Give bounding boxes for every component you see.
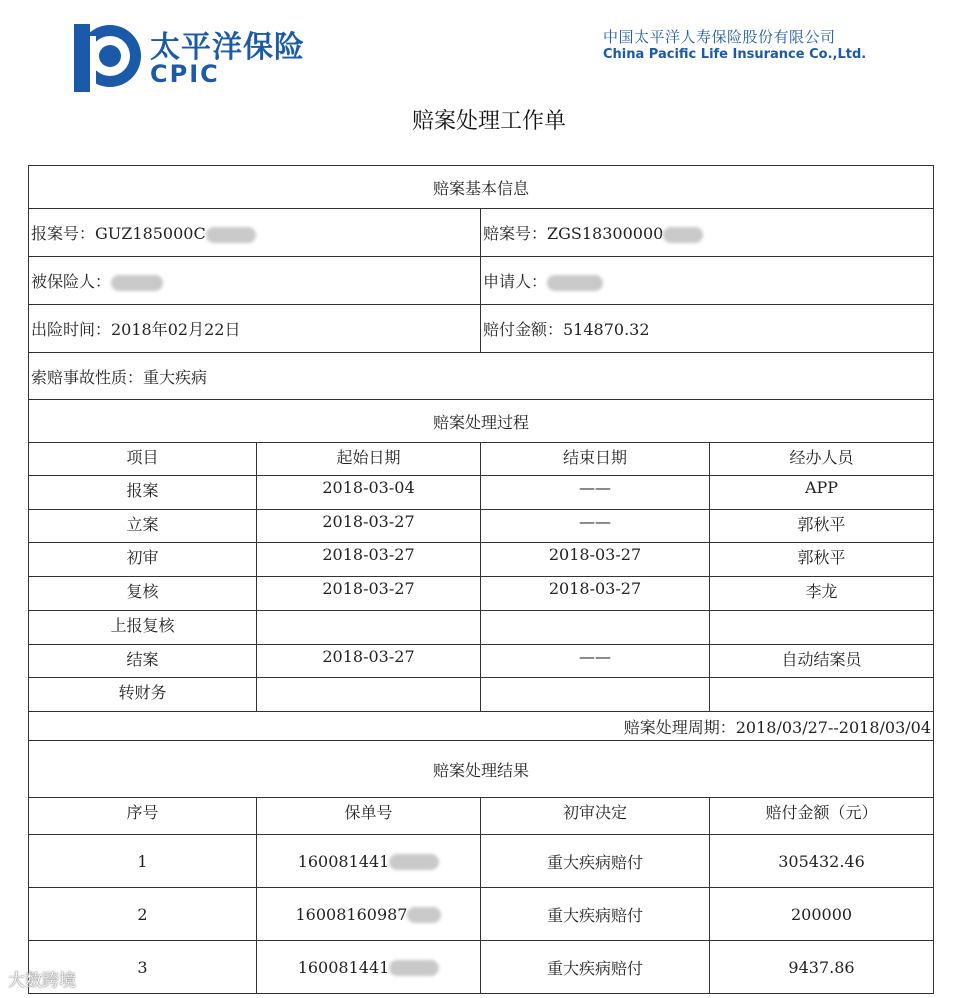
redaction-mark: [389, 960, 439, 976]
redaction-mark: [547, 275, 603, 291]
processing-cycle: 赔案处理周期：2018/03/27--2018/03/04: [29, 712, 934, 741]
result-header-decision: 初审决定: [481, 798, 710, 835]
insured-label: 被保险人：: [31, 272, 112, 291]
process-handler: 郭秋平: [710, 543, 934, 577]
payout-amount: 赔付金额：514870.32: [481, 305, 934, 353]
process-start-date: 2018-03-27: [257, 543, 481, 577]
process-end-date: ——: [481, 645, 710, 678]
process-heading: 赔案处理过程: [29, 400, 934, 443]
result-decision: 重大疾病赔付: [481, 835, 710, 888]
cpic-logo-icon: [74, 22, 144, 92]
result-index: 3: [29, 941, 257, 994]
claim-worksheet-table: [28, 165, 934, 994]
process-header-item: 项目: [29, 443, 257, 476]
process-item: 转财务: [29, 678, 257, 712]
brand-name-en: CPIC: [150, 60, 220, 88]
table-row: [29, 577, 934, 611]
report-number-cell: [29, 209, 481, 257]
process-handler: 李龙: [710, 577, 934, 611]
result-policy-cell: [257, 941, 481, 994]
result-amount: 9437.86: [710, 941, 934, 994]
process-end-date: 2018-03-27: [481, 543, 710, 577]
table-row: [29, 543, 934, 577]
document-title: 赔案处理工作单: [411, 109, 566, 134]
brand-name-cn: 太平洋保险: [150, 30, 305, 65]
process-header-end: 结束日期: [481, 443, 710, 476]
table-row: [29, 611, 934, 645]
incident-time: 出险时间：2018年02月22日: [29, 305, 481, 353]
process-handler: 自动结案员: [710, 645, 934, 678]
process-handler: [710, 678, 934, 712]
redaction-mark: [206, 227, 256, 243]
process-item: 结案: [29, 645, 257, 678]
claim-number-cell: [481, 209, 934, 257]
report-number: 报案号：GUZ185000C: [31, 224, 206, 243]
applicant-label: 申请人：: [483, 272, 548, 291]
process-item: 报案: [29, 476, 257, 510]
result-amount: 305432.46: [710, 835, 934, 888]
result-policy-cell: [257, 835, 481, 888]
table-row: [29, 888, 934, 941]
process-header-start: 起始日期: [257, 443, 481, 476]
company-name-cn: 中国太平洋人寿保险股份有限公司: [603, 28, 836, 46]
process-end-date: ——: [481, 510, 710, 543]
claim-number: 赔案号：ZGS18300000: [483, 224, 664, 243]
result-index: 1: [29, 835, 257, 888]
company-name-en: China Pacific Life Insurance Co.,Ltd.: [603, 47, 867, 62]
table-row: [29, 476, 934, 510]
result-policy-number: 160081441: [297, 851, 390, 871]
process-start-date: 2018-03-27: [257, 510, 481, 543]
process-item: 立案: [29, 510, 257, 543]
result-policy-number: 160081441: [297, 957, 390, 977]
result-policy-cell: [257, 888, 481, 941]
result-decision: 重大疾病赔付: [481, 941, 710, 994]
process-end-date: ——: [481, 476, 710, 510]
process-start-date: [257, 678, 481, 712]
process-start-date: [257, 611, 481, 645]
process-item: 上报复核: [29, 611, 257, 645]
table-row: [29, 835, 934, 888]
result-header-amount: 赔付金额（元）: [710, 798, 934, 835]
redaction-mark: [389, 854, 439, 870]
watermark: 大数跨境: [8, 971, 76, 991]
process-end-date: [481, 611, 710, 645]
process-header-handler: 经办人员: [710, 443, 934, 476]
result-heading: 赔案处理结果: [29, 741, 934, 798]
process-item: 复核: [29, 577, 257, 611]
result-index: 2: [29, 888, 257, 941]
process-handler: APP: [710, 476, 934, 510]
applicant-cell: [481, 257, 934, 305]
process-end-date: [481, 678, 710, 712]
process-start-date: 2018-03-27: [257, 577, 481, 611]
table-row: [29, 510, 934, 543]
process-item: 初审: [29, 543, 257, 577]
insured-cell: [29, 257, 481, 305]
process-handler: [710, 611, 934, 645]
redaction-mark: [663, 227, 703, 243]
result-decision: 重大疾病赔付: [481, 888, 710, 941]
redaction-mark: [407, 907, 441, 923]
process-end-date: 2018-03-27: [481, 577, 710, 611]
redaction-mark: [111, 275, 163, 291]
table-row: [29, 678, 934, 712]
result-policy-number: 16008160987: [295, 904, 408, 924]
process-handler: 郭秋平: [710, 510, 934, 543]
result-amount: 200000: [710, 888, 934, 941]
result-header-index: 序号: [29, 798, 257, 835]
table-row: [29, 645, 934, 678]
process-start-date: 2018-03-04: [257, 476, 481, 510]
table-row: [29, 941, 934, 994]
claim-nature: 索赔事故性质：重大疾病: [29, 353, 934, 400]
process-start-date: 2018-03-27: [257, 645, 481, 678]
result-header-policy: 保单号: [257, 798, 481, 835]
basic-info-heading: 赔案基本信息: [29, 166, 934, 209]
